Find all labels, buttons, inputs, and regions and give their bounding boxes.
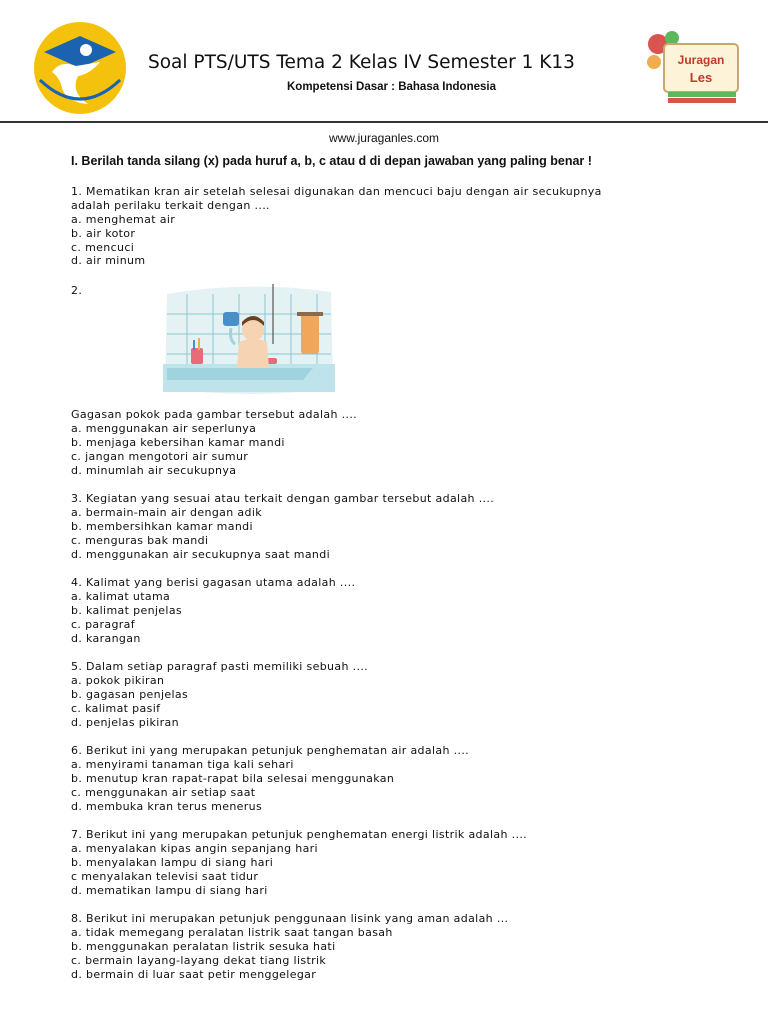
answer-option: a. tidak memegang peralatan listrik saat tangan basah (71, 925, 393, 939)
answer-option: b. air kotor (71, 226, 136, 240)
question-text: 5. Dalam setiap paragraf pasti memiliki sebuah .... (71, 660, 369, 673)
question-2 (71, 408, 357, 477)
answer-option: a. bermain-main air dengan adik (71, 505, 262, 519)
page-subtitle: Kompetensi Dasar : Bahasa Indonesia (287, 81, 496, 93)
question-4 (71, 576, 355, 645)
logo-text-juragan: Juragan (677, 53, 725, 67)
answer-option: c menyalakan televisi saat tidur (71, 869, 259, 883)
logo-text-les: Les (689, 70, 713, 85)
juragan-les-logo (644, 30, 744, 108)
question-1 (71, 185, 602, 268)
bathing-boy-illustration (163, 284, 335, 398)
answer-option: b. gagasan penjelas (71, 687, 189, 701)
question-3 (71, 492, 494, 561)
answer-option: d. penjelas pikiran (71, 715, 179, 729)
answer-option: a. menghemat air (71, 212, 176, 226)
kurikulum-2013-logo (30, 22, 130, 117)
answer-option: d. bermain di luar saat petir menggelegar (71, 967, 317, 981)
question-text: adalah perilaku terkait dengan .... (71, 198, 270, 212)
question-8 (71, 912, 508, 981)
page-header (0, 0, 768, 125)
answer-option: c. jangan mengotori air sumur (71, 449, 249, 463)
answer-option: b. menjaga kebersihan kamar mandi (71, 435, 285, 449)
question-5 (71, 660, 368, 729)
answer-option: d. minumlah air secukupnya (71, 463, 237, 477)
header-divider (0, 121, 768, 123)
answer-option: d. karangan (71, 631, 141, 645)
question-6 (71, 744, 469, 813)
answer-option: a. menggunakan air seperlunya (71, 421, 257, 435)
website-url: www.juraganles.com (328, 131, 440, 145)
instruction: I. Berilah tanda silang (x) pada huruf a, b, c atau d di depan jawaban yang paling benar ! (71, 154, 592, 168)
question-text: 8. Berikut ini merupakan petunjuk penggunaan lisink yang aman adalah ... (71, 912, 509, 925)
answer-option: b. membersihkan kamar mandi (71, 519, 253, 533)
answer-option: a. kalimat utama (71, 589, 171, 603)
question-text: 1. Mematikan kran air setelah selesai digunakan dan mencuci baju dengan air secukupnya (71, 185, 602, 198)
answer-option: a. menyalakan kipas angin sepanjang hari (71, 841, 318, 855)
question-7 (71, 828, 527, 897)
answer-option: b. kalimat penjelas (71, 603, 182, 617)
answer-option: d. mematikan lampu di siang hari (71, 883, 268, 897)
answer-option: d. air minum (71, 254, 146, 268)
question-text: 3. Kegiatan yang sesuai atau terkait dengan gambar tersebut adalah .... (71, 492, 495, 505)
question-text: 6. Berikut ini yang merupakan petunjuk penghematan air adalah .... (71, 744, 470, 757)
question-2-number (71, 284, 82, 298)
answer-option: d. membuka kran terus menerus (71, 799, 263, 813)
question-text: 4. Kalimat yang berisi gagasan utama adalah .... (71, 576, 356, 589)
answer-option: a. menyirami tanaman tiga kali sehari (71, 757, 294, 771)
answer-option: c. menguras bak mandi (71, 533, 209, 547)
answer-option: d. menggunakan air secukupnya saat mandi (71, 547, 330, 561)
answer-option: c. bermain layang-layang dekat tiang listrik (71, 953, 327, 967)
question-text: 7. Berikut ini yang merupakan petunjuk penghematan energi listrik adalah .... (71, 828, 528, 841)
answer-option: a. pokok pikiran (71, 673, 165, 687)
answer-option: b. menyalakan lampu di siang hari (71, 855, 274, 869)
answer-option: b. menggunakan peralatan listrik sesuka hati (71, 939, 336, 953)
answer-option: b. menutup kran rapat-rapat bila selesai menggunakan (71, 771, 395, 785)
question-text: Gagasan pokok pada gambar tersebut adalah .... (71, 408, 358, 421)
answer-option: c. menggunakan air setiap saat (71, 785, 256, 799)
page-title: Soal PTS/UTS Tema 2 Kelas IV Semester 1 K13 (148, 52, 575, 73)
question-number: 2. (71, 284, 83, 297)
answer-option: c. paragraf (71, 617, 135, 631)
answer-option: c. kalimat pasif (71, 701, 161, 715)
answer-option: c. mencuci (71, 240, 135, 254)
